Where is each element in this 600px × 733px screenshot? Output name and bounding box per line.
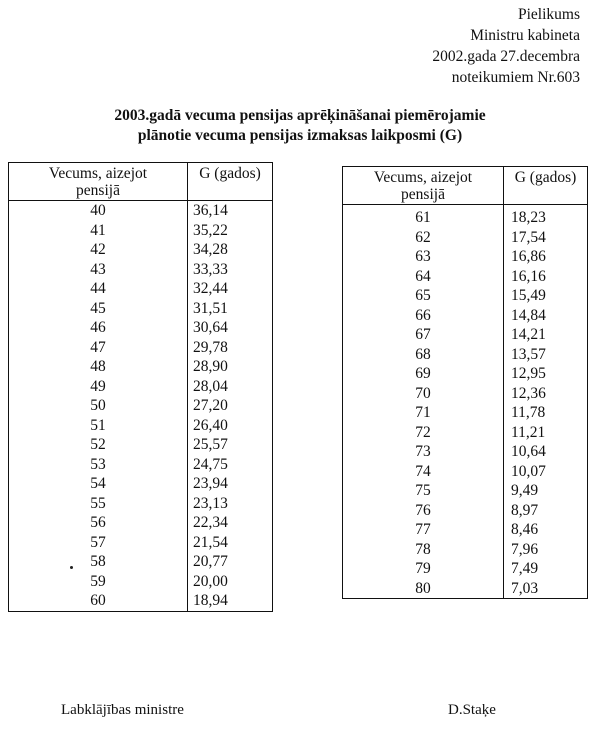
age-header-line-2: pensijā: [76, 182, 120, 199]
g-value-cell: 7,49: [504, 559, 588, 579]
g-value-cell: 32,44: [188, 279, 273, 299]
g-value-cell: 26,40: [188, 416, 273, 436]
age-cell: 64: [343, 267, 504, 287]
age-cell: 78: [343, 540, 504, 560]
age-cell: 65: [343, 286, 504, 306]
table-row: [343, 286, 588, 306]
table-row: [343, 540, 588, 560]
g-value-cell: 17,54: [504, 228, 588, 248]
g-value-cell: 30,64: [188, 318, 273, 338]
g-value-cell: 20,00: [188, 572, 273, 592]
annex-header: [432, 4, 580, 88]
table-row: [9, 221, 273, 241]
age-header-line-2: pensijā: [401, 186, 445, 203]
age-cell: 66: [343, 306, 504, 326]
g-value-cell: 10,07: [504, 462, 588, 482]
age-cell: 69: [343, 364, 504, 384]
table-row: [9, 513, 273, 533]
table-row: [9, 279, 273, 299]
g-value-cell: 8,46: [504, 520, 588, 540]
g-value-cell: 11,21: [504, 423, 588, 443]
g-value-cell: 21,54: [188, 533, 273, 553]
g-value-cell: 23,94: [188, 474, 273, 494]
regulation-number: noteikumiem Nr.603: [451, 69, 580, 86]
g-value-cell: 14,21: [504, 325, 588, 345]
g-column-header: G (gados): [188, 163, 273, 201]
g-value-cell: 23,13: [188, 494, 273, 514]
table-row: [343, 501, 588, 521]
age-cell: 45: [9, 299, 188, 319]
age-cell: 63: [343, 247, 504, 267]
g-value-cell: 14,84: [504, 306, 588, 326]
age-cell: 48: [9, 357, 188, 377]
g-value-cell: 9,49: [504, 481, 588, 501]
table-row: [9, 552, 273, 572]
table-row: [9, 494, 273, 514]
table-row: [343, 364, 588, 384]
age-cell: 46: [9, 318, 188, 338]
annex-label: Pielikums: [517, 6, 580, 23]
title-line-2: plānotie vecuma pensijas izmaksas laikposmi (G): [137, 127, 463, 144]
g-value-cell: 12,36: [504, 384, 588, 404]
age-cell: 79: [343, 559, 504, 579]
g-value-cell: 31,51: [188, 299, 273, 319]
age-cell: 75: [343, 481, 504, 501]
g-value-cell: 13,57: [504, 345, 588, 365]
age-column-header: [9, 163, 188, 201]
g-value-cell: 11,78: [504, 403, 588, 423]
table-header-row: [343, 167, 588, 205]
title-line-1: 2003.gadā vecuma pensijas aprēķināšanai piemērojamie: [114, 107, 486, 124]
table-header-row: [9, 163, 273, 201]
age-cell: 76: [343, 501, 504, 521]
g-column-header: G (gados): [504, 167, 588, 205]
table-row: [9, 533, 273, 553]
document-title: [0, 106, 600, 146]
age-header-line-1: Vecums, aizejot: [48, 165, 148, 182]
table-row: [343, 403, 588, 423]
table-row: [9, 338, 273, 358]
table-row: [9, 240, 273, 260]
table-row: [343, 247, 588, 267]
age-cell: 42: [9, 240, 188, 260]
g-value-cell: 16,16: [504, 267, 588, 287]
g-value-cell: 12,95: [504, 364, 588, 384]
table-row: [9, 474, 273, 494]
age-column-header: [343, 167, 504, 205]
table-body: [9, 201, 273, 612]
age-cell: 71: [343, 403, 504, 423]
age-cell: 53: [9, 455, 188, 475]
table-row: [343, 384, 588, 404]
g-value-cell: 27,20: [188, 396, 273, 416]
age-cell: 44: [9, 279, 188, 299]
age-cell: 49: [9, 377, 188, 397]
table-row: [343, 442, 588, 462]
age-cell: 67: [343, 325, 504, 345]
table-row: [9, 396, 273, 416]
table-row: [9, 572, 273, 592]
age-header-line-1: Vecums, aizejot: [373, 169, 473, 186]
g-value-cell: 28,04: [188, 377, 273, 397]
date-line: 2002.gada 27.decembra: [432, 48, 580, 65]
table-row: [343, 423, 588, 443]
age-cell: 72: [343, 423, 504, 443]
age-cell: 57: [9, 533, 188, 553]
age-cell: 60: [9, 591, 188, 611]
table-row: [9, 591, 273, 611]
age-cell: 59: [9, 572, 188, 592]
g-value-cell: 35,22: [188, 221, 273, 241]
table-row: [343, 306, 588, 326]
age-cell: 61: [343, 205, 504, 228]
g-value-cell: 34,28: [188, 240, 273, 260]
age-cell: 40: [9, 201, 188, 221]
table-row: [9, 260, 273, 280]
table-row: [9, 435, 273, 455]
table-row: [9, 416, 273, 436]
age-cell: 43: [9, 260, 188, 280]
table-row: [343, 325, 588, 345]
table-row: [9, 299, 273, 319]
g-value-cell: 20,77: [188, 552, 273, 572]
table-row: [343, 579, 588, 599]
age-cell: 52: [9, 435, 188, 455]
g-value-cell: 18,94: [188, 591, 273, 611]
g-value-cell: 22,34: [188, 513, 273, 533]
age-cell: 58: [9, 552, 188, 572]
age-cell: 47: [9, 338, 188, 358]
g-value-cell: 29,78: [188, 338, 273, 358]
table-row: [343, 205, 588, 228]
table-row: [343, 462, 588, 482]
age-cell: 77: [343, 520, 504, 540]
g-value-cell: 16,86: [504, 247, 588, 267]
g-value-cell: 15,49: [504, 286, 588, 306]
age-cell: 74: [343, 462, 504, 482]
table-row: [9, 318, 273, 338]
table-row: [343, 520, 588, 540]
age-cell: 68: [343, 345, 504, 365]
age-cell: 80: [343, 579, 504, 599]
table-row: [9, 377, 273, 397]
age-cell: 41: [9, 221, 188, 241]
table-row: [9, 201, 273, 221]
g-value-cell: 7,96: [504, 540, 588, 560]
signatory-name: D.Staķe: [448, 702, 496, 718]
pension-table-right: [342, 166, 588, 599]
age-cell: 62: [343, 228, 504, 248]
table-row: [9, 455, 273, 475]
table-row: [9, 357, 273, 377]
age-cell: 73: [343, 442, 504, 462]
table-row: [343, 267, 588, 287]
table-row: [343, 228, 588, 248]
g-value-cell: 18,23: [504, 205, 588, 228]
g-value-cell: 25,57: [188, 435, 273, 455]
table-body: [343, 205, 588, 599]
pension-table-left: [8, 162, 273, 612]
g-value-cell: 36,14: [188, 201, 273, 221]
age-cell: 70: [343, 384, 504, 404]
g-value-cell: 10,64: [504, 442, 588, 462]
age-cell: 55: [9, 494, 188, 514]
age-cell: 54: [9, 474, 188, 494]
table-row: [343, 559, 588, 579]
age-cell: 50: [9, 396, 188, 416]
g-value-cell: 7,03: [504, 579, 588, 599]
age-cell: 51: [9, 416, 188, 436]
scan-speck: [70, 566, 73, 569]
signatory-position: Labklājības ministre: [61, 702, 184, 718]
g-value-cell: 8,97: [504, 501, 588, 521]
g-value-cell: 24,75: [188, 455, 273, 475]
age-cell: 56: [9, 513, 188, 533]
table-row: [343, 481, 588, 501]
table-row: [343, 345, 588, 365]
g-value-cell: 33,33: [188, 260, 273, 280]
issuer-line: Ministru kabineta: [470, 27, 580, 44]
g-value-cell: 28,90: [188, 357, 273, 377]
